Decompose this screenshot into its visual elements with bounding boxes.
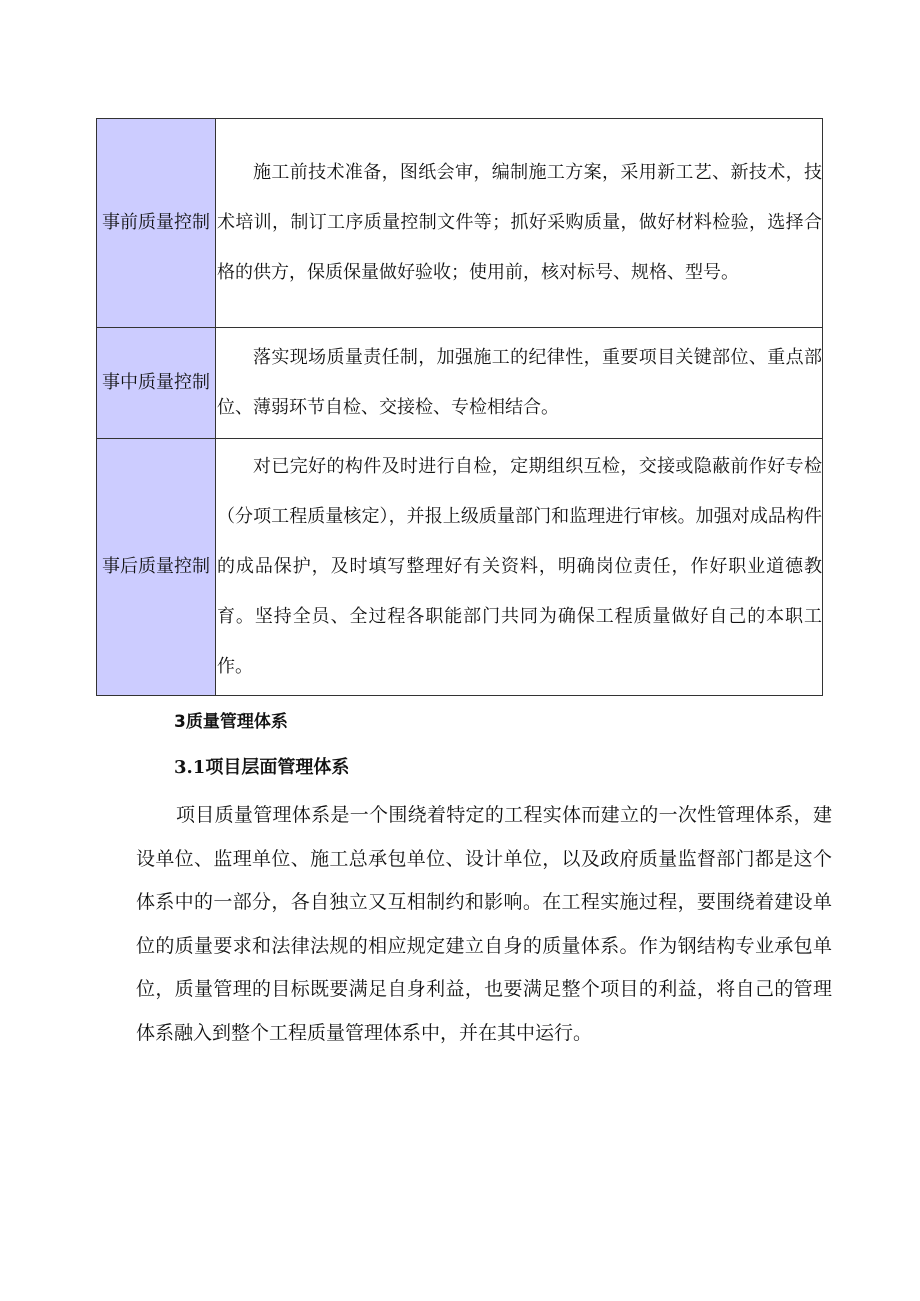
- row-label-after: 事后质量控制: [97, 439, 216, 696]
- row-label-before: 事前质量控制: [97, 119, 216, 328]
- quality-control-table: [96, 118, 823, 696]
- table-row-before: [97, 119, 823, 328]
- table-row-after: [97, 439, 823, 696]
- row-content-during: 落实现场质量责任制，加强施工的纪律性，重要项目关键部位、重点部位、薄弱环节自检、交接检、专检相结合。: [216, 328, 823, 439]
- row-label-during: 事中质量控制: [97, 328, 216, 439]
- row-content-before: 施工前技术准备，图纸会审，编制施工方案，采用新工艺、新技术，技术培训，制订工序质量控制文件等；抓好采购质量，做好材料检验，选择合格的供方，保质保量做好验收；使用前，核对标号、规格、型号。: [216, 119, 823, 328]
- section-heading: 3质量管理体系: [174, 712, 288, 732]
- row-content-after: 对已完好的构件及时进行自检，定期组织互检，交接或隐蔽前作好专检（分项工程质量核定），并报上级质量部门和监理进行审核。加强对成品构件的成品保护，及时填写整理好有关资料，明确岗位责任，作好职业道德教育。坚持全员、全过程各职能部门共同为确保工程质量做好自己的本职工作。: [216, 439, 823, 696]
- subsection-heading: 3.1项目层面管理体系: [174, 757, 350, 778]
- table-row-during: [97, 328, 823, 439]
- body-paragraph: 项目质量管理体系是一个围绕着特定的工程实体而建立的一次性管理体系，建设单位、监理单位、施工总承包单位、设计单位，以及政府质量监督部门都是这个体系中的一部分，各自独立又互相制约和影响。在工程实施过程，要围绕着建设单位的质量要求和法律法规的相应规定建立自身的质量体系。作为钢结构专业承包单位，质量管理的目标既要满足自身利益，也要满足整个项目的利益，将自己的管理体系融入到整个工程质量管理体系中，并在其中运行。: [136, 804, 832, 1044]
